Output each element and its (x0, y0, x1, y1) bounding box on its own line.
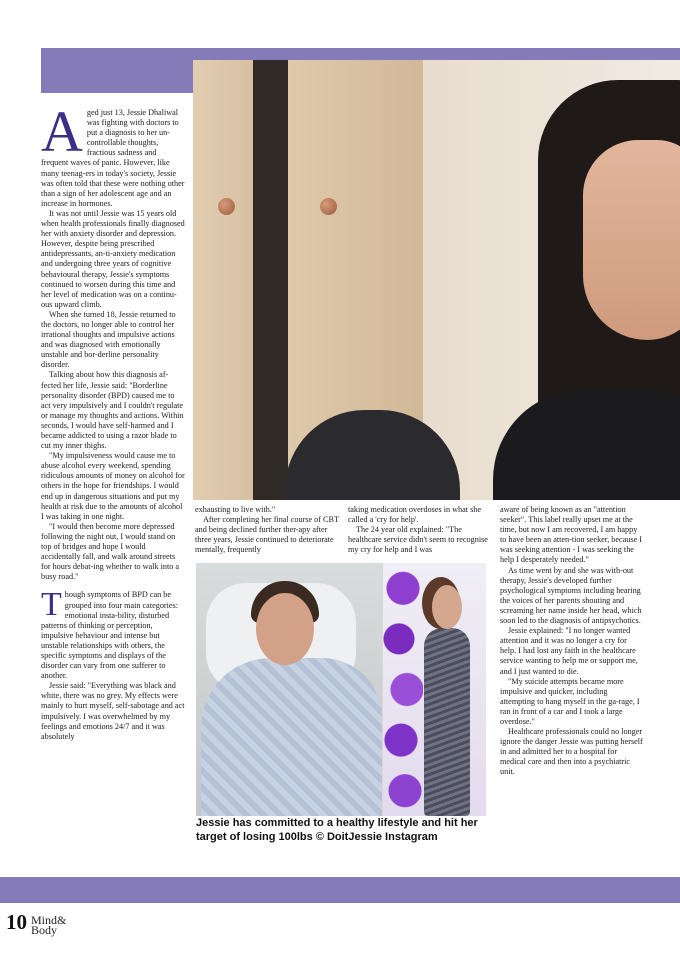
header-block (41, 48, 193, 93)
page-number: 10 (6, 910, 27, 934)
purple-balloons (383, 563, 423, 816)
selfie-photo (193, 60, 680, 500)
drop-cap: T (41, 586, 62, 624)
wardrobe-door-left (193, 60, 253, 500)
door-knob (320, 198, 337, 215)
smiling-face (583, 140, 680, 340)
photo-caption: Jessie has committed to a healthy lifestyle and hit her target of losing 100lbs © DoitJessie Instagram (196, 817, 478, 843)
section-name: Mind& Body (31, 913, 67, 937)
drop-cap: A (41, 99, 83, 164)
before-after-photo (196, 563, 486, 816)
door-knob (218, 198, 235, 215)
article-column-3: taking medication overdoses in what she called a 'cry for help'. The 24 year old explained: "The healthcare service didn't seem to recognise my cry for help and I was (348, 505, 488, 555)
footer-band (0, 877, 680, 903)
article-column-1: Aged just 13, Jessie Dhaliwal was fighting with doctors to put a diagnosis to her un-controllable thoughts, fractious sadness and frequent waves of panic. However, like many teenag-ers in today's society, Jessie was often told that these were nothing other than a sign of her adolescent age and an increase in hormones. It was not until Jessie was 15 years old when health professionals finally diagnosed her with anxiety disorder and depression. However, despite being prescribed antidepressants, an-ti-anxiety medication and undergoing three years of cognitive behavioural therapy, Jessie's symptoms continued to worsen during this time and her level of medication was on a continu-ous upward climb. When she turned 18, Jessie returned to the doctors, no longer able to control her irrational thoughts and impulsive actions and was diagnosed with emotionally unstable and bor-derline personality disorder. Talking about how this diagnosis af-fected her life, Jessie said: "Borderline personality disorder (BPD) caused me to act very impulsively and I couldn't regulate or manage my thoughts and actions. Within seconds, I would have self-harmed and I became addicted to using a razor blade to cut my inner thighs. "My impulsiveness would cause me to abuse alcohol every weekend, spending ridiculous amounts of money on alcohol for others in the hope for friendships. I would end up in dangerous situations and put my health at risk due to the amounts of alcohol I was taking in one night. "I would then become more depressed following the night out, I would stand on top of bridges and hope I would accidentally fall, and walk around streets for hours debat-ing whether to walk into a busy road." Though symptoms of BPD can be grouped into four main categories: emotional insta-bility, disturbed patterns of thinking or perception, impulsive behaviour and intense but unstable relationships with others, the specific symptoms and displays of the disorder can vary from one sufferer to another. Jessie said: "Everything was black and white, there was no grey. My effects were mainly to hurt myself, self-sabotage and act impulsively. I was overwhelmed by my feelings and emotions 24/7 and it was absolutely (41, 99, 185, 741)
article-column-2: exhausting to live with." After completing her final course of CBT and being declined further ther-apy after three years, Jessie continued to deteriorate mentally, frequently (195, 505, 339, 555)
article-column-4: aware of being known as an "attention seeker". This label really upset me at the time, but now I am recovered, I am happy to have been an atten-tion seeker, because I was seeking attention - I was seeking the help I desperately needed." As time went by and she was with-out therapy, Jessie's developed further psychological symptoms including hearing the voices of her parents shouting and screaming her name inside her head, which soon led to the diagnosis of antipsychotics. Jessie explained: "I no longer wanted attention and it was no longer a cry for help. I had lost any faith in the healthcare service wanting to help me or support me, and I just wanted to die. "My suicide attempts became more impulsive and quicker, including attempting to hang myself in the ga-rage, I ran in front of a car and I took a large overdose." Healthcare professionals could no longer ignore the danger Jessie was putting herself in and admitted her to a hospital for medical care and then into a psychiatric unit. (500, 505, 643, 777)
